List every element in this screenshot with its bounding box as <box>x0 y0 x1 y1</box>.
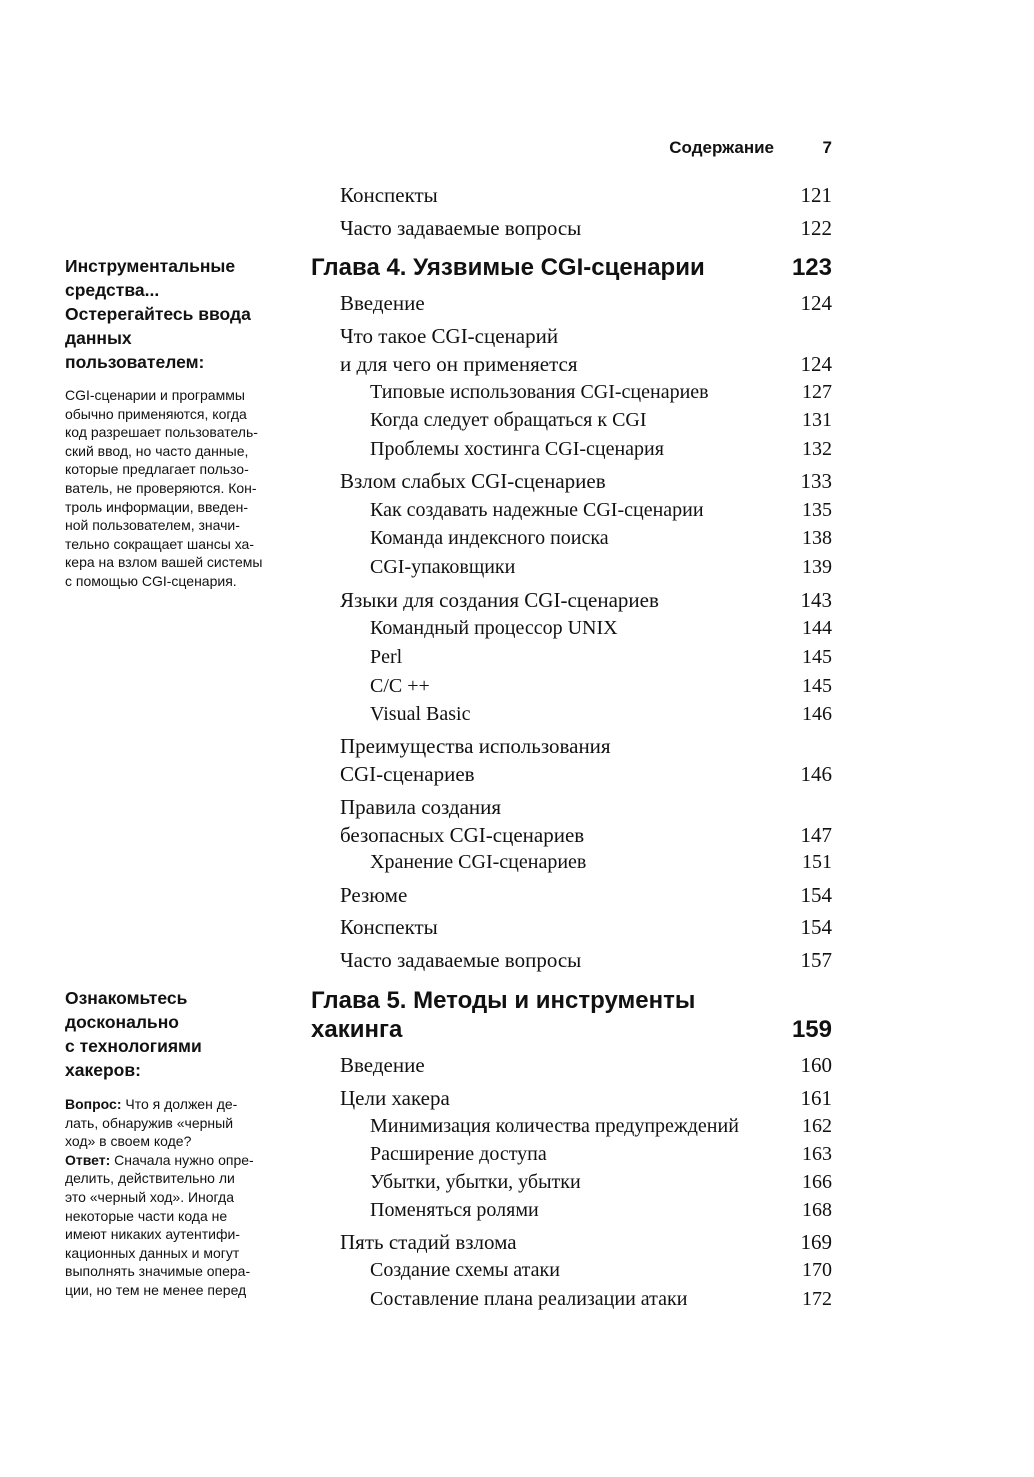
toc-page-number: 160 <box>800 1053 832 1077</box>
toc-entry-title-line: Проблемы хостинга CGI-сценария <box>370 438 664 460</box>
toc-page-number: 166 <box>802 1171 832 1193</box>
toc-entry-title <box>340 946 581 974</box>
toc-entry-title-line: Конспекты <box>340 915 438 939</box>
toc-page-number: 131 <box>802 409 832 431</box>
sidebar-body-line <box>65 1244 295 1263</box>
sidebar-heading-line: данных <box>65 328 132 348</box>
sidebar-body-text: делить, действительно ли <box>65 1170 235 1187</box>
toc-page-number: 135 <box>802 499 832 521</box>
toc-page-number: 127 <box>802 381 832 403</box>
toc-page-number: 169 <box>800 1230 832 1254</box>
sidebar-body-text: имеют никаких аутентифи- <box>65 1226 240 1243</box>
toc-entry-title <box>370 1256 560 1284</box>
sidebar-body-text: CGI-сценарии и программы <box>65 387 245 403</box>
sidebar-body-line <box>65 460 295 479</box>
toc-entry-title <box>340 793 584 849</box>
toc-entry-title-line: Расширение доступа <box>370 1143 547 1165</box>
toc-page-number: 151 <box>802 851 832 873</box>
toc-entry-title <box>340 289 425 317</box>
toc-page-number: 132 <box>802 438 832 460</box>
toc-page-number: 172 <box>802 1288 832 1310</box>
toc-page-number: 146 <box>802 703 832 725</box>
toc-entry-title <box>370 1196 539 1224</box>
toc-entry-title-line: Perl <box>370 646 403 668</box>
running-header <box>600 136 832 160</box>
sidebar-body-text: лать, обнаружив «черный <box>65 1114 234 1131</box>
sidebar-body-text: ватель, не проверяются. Кон- <box>65 479 257 496</box>
toc-entry-title-line: Глава 5. Методы и инструменты <box>311 987 696 1014</box>
toc-page-number: 143 <box>800 588 832 612</box>
sidebar-body-line <box>65 1151 295 1170</box>
toc-page-number: 157 <box>800 948 832 972</box>
sidebar-body-line <box>65 1114 295 1133</box>
sidebar-body-text: троль информации, введен- <box>65 498 249 515</box>
toc-entry-title-line: Создание схемы атаки <box>370 1259 560 1281</box>
toc-entry-title <box>370 643 402 671</box>
toc-entry-title <box>370 406 647 434</box>
sidebar-body-text: ной пользователем, значи- <box>65 517 240 534</box>
sidebar-body-line <box>65 1095 295 1114</box>
sidebar-body-line <box>65 1262 295 1281</box>
toc-entry-title <box>370 378 709 406</box>
sidebar-body-text: Сначала нужно опре- <box>110 1151 254 1168</box>
qa-label: Ответ: <box>65 1151 111 1168</box>
toc-entry-title-line: Глава 4. Уязвимые CGI-сценарии <box>311 254 705 281</box>
toc-entry-title-line: Составление плана реализации атаки <box>370 1288 688 1310</box>
sidebar-heading-line: с технологиями <box>65 1036 202 1056</box>
toc-entry-title-line: Командный процессор UNIX <box>370 617 618 639</box>
toc-entry-title <box>340 322 578 378</box>
toc-entry-title <box>370 1140 547 1168</box>
sidebar-body-text: код разрешает пользователь- <box>65 424 258 441</box>
toc-entry-title-line: Резюме <box>340 883 408 907</box>
toc-page-number: 145 <box>802 675 832 697</box>
toc-entry-title-line: Часто задаваемые вопросы <box>340 948 582 972</box>
toc-entry-title <box>370 1112 739 1140</box>
sidebar-heading <box>65 254 295 374</box>
sidebar-body-line <box>65 479 295 498</box>
sidebar-body-text: выполнять значимые опера- <box>65 1263 251 1280</box>
toc-entry-title <box>340 913 438 941</box>
sidebar-body-line <box>65 1207 295 1226</box>
toc-entry-title <box>340 467 606 495</box>
sidebar-heading-line: хакеров: <box>65 1060 141 1080</box>
sidebar-body-text: обычно применяются, когда <box>65 405 247 422</box>
toc-entry-title-line: C/C ++ <box>370 675 430 697</box>
sidebar-body-text: которые предлагает пользо- <box>65 461 249 478</box>
toc-entry-title-line: CGI-сценариев <box>340 762 475 786</box>
sidebar-body-line <box>65 1188 295 1207</box>
sidebar-heading-line: досконально <box>65 1012 179 1032</box>
toc-entry-title-line: Правила создания <box>340 795 502 819</box>
toc-page-number: 124 <box>800 352 832 376</box>
sidebar-heading-line: Остерегайтесь ввода <box>65 304 251 324</box>
sidebar-body-text: кера на взлом вашей системы <box>65 554 263 571</box>
toc-entry-title-line: Языки для создания CGI-сценариев <box>340 588 659 612</box>
toc-page-number: 168 <box>802 1199 832 1221</box>
toc-entry-title <box>370 1285 687 1313</box>
toc-entry-title-line: Команда индексного поиска <box>370 527 609 549</box>
toc-page-number: 123 <box>791 254 832 281</box>
sidebar-body-line <box>65 535 295 554</box>
toc-entry-title-line: безопасных CGI-сценариев <box>340 823 585 847</box>
toc-entry-title-line: Хранение CGI-сценариев <box>370 851 587 873</box>
sidebar-body <box>65 1095 295 1300</box>
toc-entry-title <box>340 181 438 209</box>
toc-entry-title-line: Минимизация количества предупреждений <box>370 1115 739 1137</box>
toc-entry-title-line: Что такое CGI-сценарий <box>340 324 559 348</box>
toc-entry-title-line: Введение <box>340 1053 425 1077</box>
sidebar-body-text: кационных данных и могут <box>65 1244 240 1261</box>
sidebar-body-text: ход» в своем коде? <box>65 1133 192 1150</box>
sidebar-body-line <box>65 553 295 572</box>
running-header-title: Содержание <box>669 138 774 157</box>
toc-page-number: 122 <box>800 216 832 240</box>
toc-page-number: 170 <box>802 1259 832 1281</box>
toc-entry-title-line: Как создавать надежные CGI-сценарии <box>370 499 704 521</box>
toc-page-number: 159 <box>791 1016 832 1043</box>
toc-entry-title <box>370 553 515 581</box>
toc-entry-title-line: CGI-упаковщики <box>370 556 516 578</box>
toc-entry-title-line: Пять стадий взлома <box>340 1230 517 1254</box>
sidebar-body-text: тельно сокращает шансы ха- <box>65 535 255 552</box>
toc-entry-title <box>370 496 704 524</box>
toc-page-number: 162 <box>802 1115 832 1137</box>
toc-entry-title-line: Цели хакера <box>340 1086 450 1110</box>
toc-page-number: 144 <box>802 617 832 639</box>
sidebar-body-text: это «черный ход». Иногда <box>65 1188 234 1205</box>
sidebar-body-text: ский ввод, но часто данные, <box>65 442 249 459</box>
toc-page-number: 163 <box>802 1143 832 1165</box>
toc-entry-title <box>311 253 705 282</box>
sidebar-body-line <box>65 516 295 535</box>
toc-page-number: 133 <box>800 469 832 493</box>
toc-entry-title <box>340 214 581 242</box>
sidebar-body-text: Что я должен де- <box>121 1096 238 1112</box>
toc-entry-title <box>340 881 407 909</box>
toc-entry-title <box>340 1051 425 1079</box>
sidebar-body-line <box>65 1132 295 1151</box>
toc-page-number: 121 <box>800 183 832 207</box>
toc-entry-title-line: Конспекты <box>340 183 438 207</box>
toc-page-number: 146 <box>800 762 832 786</box>
toc-entry-title <box>370 672 430 700</box>
sidebar-heading-line: Инструментальные <box>65 256 236 276</box>
toc-entry-title <box>370 614 618 642</box>
sidebar-body-text: некоторые части кода не <box>65 1207 228 1224</box>
toc-entry-title-line: Преимущества использования <box>340 734 611 758</box>
sidebar-body-text: с помощью CGI-сценария. <box>65 572 237 589</box>
sidebar-body-line <box>65 423 295 442</box>
sidebar-heading <box>65 986 295 1082</box>
toc-entry-title-line: Взлом слабых CGI-сценариев <box>340 469 606 493</box>
toc-entry-title <box>340 732 611 788</box>
toc-page-number: 161 <box>800 1086 832 1110</box>
sidebar-heading-line: Ознакомьтесь <box>65 988 188 1008</box>
toc-page-number: 147 <box>800 823 832 847</box>
toc-entry-title-line: Часто задаваемые вопросы <box>340 216 582 240</box>
sidebar-body-line <box>65 386 295 405</box>
toc-page-number: 139 <box>802 556 832 578</box>
toc-entry-title <box>370 524 609 552</box>
sidebar-body <box>65 386 295 591</box>
toc-page-number: 145 <box>802 646 832 668</box>
toc-entry-title <box>340 1228 517 1256</box>
sidebar-heading-line: пользователем: <box>65 352 205 372</box>
sidebar-body-line <box>65 498 295 517</box>
page-number: 7 <box>822 138 832 157</box>
toc-page-number: 154 <box>800 915 832 939</box>
sidebar-body-line <box>65 405 295 424</box>
qa-label: Вопрос: <box>65 1096 122 1112</box>
toc-page-number: 138 <box>802 527 832 549</box>
sidebar-body-line <box>65 1169 295 1188</box>
toc-entry-title <box>370 848 586 876</box>
toc-entry-title <box>370 700 470 728</box>
toc-entry-title <box>340 586 659 614</box>
toc-entry-title <box>340 1084 450 1112</box>
toc-entry-title <box>311 986 695 1044</box>
toc-entry-title <box>370 1168 581 1196</box>
toc-entry-title <box>370 435 664 463</box>
toc-entry-title-line: хакинга <box>311 1016 403 1043</box>
toc-page-number: 154 <box>800 883 832 907</box>
sidebar-body-line <box>65 1281 295 1300</box>
toc-entry-title-line: Visual Basic <box>370 703 471 725</box>
sidebar-body-line <box>65 442 295 461</box>
toc-page-number: 124 <box>800 291 832 315</box>
toc-entry-title-line: Поменяться ролями <box>370 1199 539 1221</box>
sidebar-body-line <box>65 572 295 591</box>
sidebar-heading-line: средства... <box>65 280 160 300</box>
toc-entry-title-line: Введение <box>340 291 425 315</box>
sidebar-body-text: ции, но тем не менее перед <box>65 1281 247 1298</box>
toc-entry-title-line: и для чего он применяется <box>340 352 578 376</box>
toc-entry-title-line: Убытки, убытки, убытки <box>370 1171 581 1193</box>
toc-entry-title-line: Когда следует обращаться к CGI <box>370 409 647 431</box>
sidebar-body-line <box>65 1225 295 1244</box>
toc-entry-title-line: Типовые использования CGI-сценариев <box>370 381 709 403</box>
